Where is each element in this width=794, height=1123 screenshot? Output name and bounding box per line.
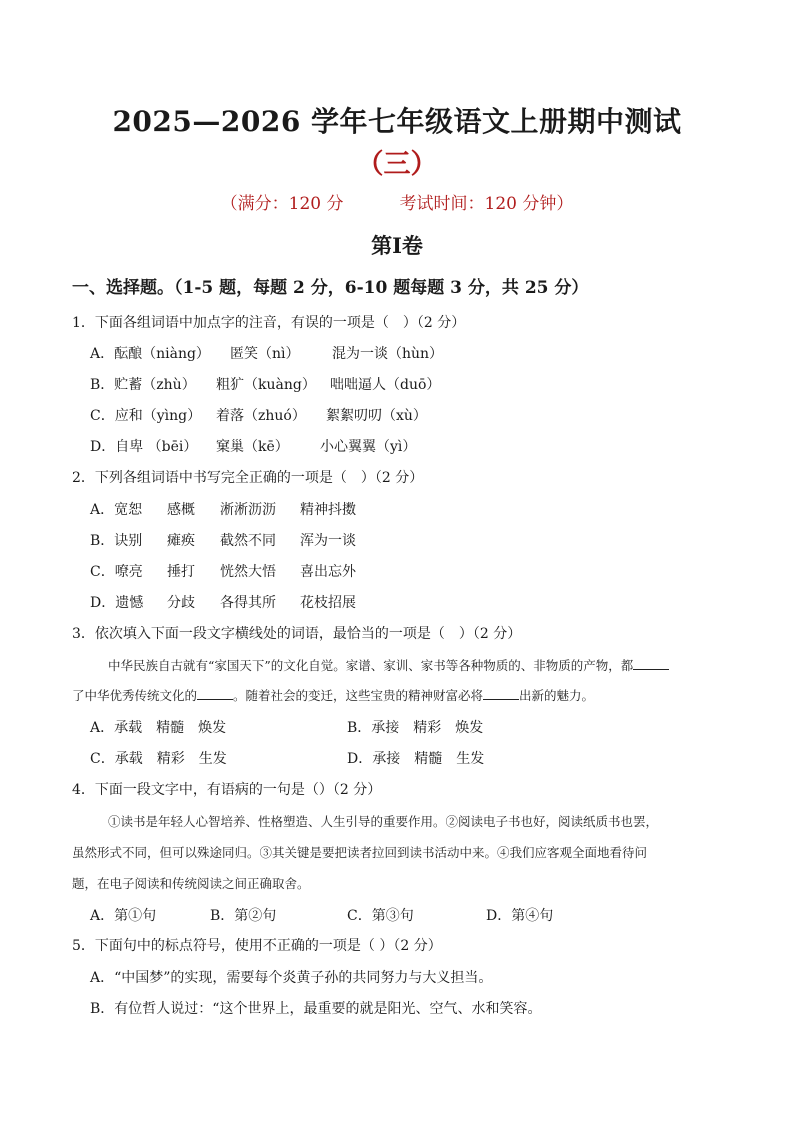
option-text: 各得其所 <box>220 595 276 611</box>
question-3-passage-line-1 <box>108 656 669 674</box>
question-1-option-c <box>90 405 427 425</box>
passage-text: 出新的魅力。 <box>519 688 595 703</box>
exam-time: 考试时间：120 分钟） <box>399 194 574 214</box>
exam-title: 2025—2026 学年七年级语文上册期中测试 <box>112 105 682 138</box>
question-3-option-d: D．承接 精髓 生发 <box>347 751 485 767</box>
question-5-stem: 5．下面句中的标点符号，使用不正确的一项是（ ）（2 分） <box>72 938 442 954</box>
full-score: （满分：120 分 <box>220 194 344 214</box>
question-4-passage-line-1: ①读书是年轻人心智培养、性格塑造、人生引导的重要作用。②阅读电子书也好，阅读纸质书也罢， <box>108 814 659 829</box>
question-4-option-a: A．第①句 <box>90 908 157 924</box>
question-3-option-c: C．承载 精彩 生发 <box>90 751 227 767</box>
option-text: 粗犷（kuàng） <box>216 377 316 393</box>
question-2-option-a <box>90 499 356 519</box>
option-text: 喜出忘外 <box>300 564 356 580</box>
question-1-option-d <box>90 436 416 456</box>
volume-heading: 第Ⅰ卷 <box>371 233 423 258</box>
option-text: C．应和（yìng） <box>90 408 202 424</box>
option-text: 窠巢（kē） <box>216 439 289 455</box>
question-4-stem: 4．下面一段文字中，有语病的一句是（）（2 分） <box>72 782 382 798</box>
option-text: D．遗憾 <box>90 595 144 611</box>
option-text: 絮絮叨叨（xù） <box>326 408 427 424</box>
question-5-option-b: B．有位哲人说过：“这个世界上，最重要的就是阳光、空气、水和笑容。 <box>90 1001 542 1017</box>
question-2-option-c <box>90 561 356 581</box>
fill-blank <box>483 689 519 700</box>
passage-text: 。随着社会的变迁，这些宝贵的精神财富必将 <box>233 688 484 703</box>
passage-text: 了中华优秀传统文化的 <box>72 688 198 703</box>
question-1-stem: 1．下面各组词语中加点字的注音，有误的一项是（ ）（2 分） <box>72 315 466 331</box>
question-3-passage-line-2 <box>72 686 594 704</box>
section-heading: 一、选择题。（1-5 题，每题 2 分，6-10 题每题 3 分，共 25 分） <box>72 278 589 298</box>
question-4-option-d: D．第④句 <box>486 908 554 924</box>
question-1-option-b <box>90 374 440 394</box>
option-text: B．贮蓄（zhù） <box>90 377 196 393</box>
question-3-option-b: B．承接 精彩 焕发 <box>347 720 484 736</box>
option-text: 着落（zhuó） <box>216 408 306 424</box>
option-text: D．自卑 （bēi） <box>90 439 198 455</box>
option-text: 分歧 <box>167 595 195 611</box>
option-text: 截然不同 <box>220 533 276 549</box>
option-text: 瘫痪 <box>167 533 195 549</box>
question-4-passage-line-2: 虽然形式不同，但可以殊途同归。③其关键是要把读者拉回到读书活动中来。④我们应客观全面地看待问 <box>72 845 648 860</box>
option-text: 匿笑（nì） <box>230 346 300 362</box>
fill-blank <box>633 659 669 670</box>
question-4-option-b: B．第②句 <box>210 908 277 924</box>
question-2-option-d <box>90 592 356 612</box>
question-3-stem: 3．依次填入下面一段文字横线处的词语，最恰当的一项是（ ）（2 分） <box>72 626 522 642</box>
option-text: 小心翼翼（yì） <box>320 439 417 455</box>
option-text: 淅淅沥沥 <box>220 502 276 518</box>
option-text: 混为一谈（hùn） <box>332 346 444 362</box>
option-text: 恍然大悟 <box>220 564 276 580</box>
option-text: 咄咄逼人（duō） <box>330 377 441 393</box>
question-5-option-a: A．“中国梦”的实现，需要每个炎黄子孙的共同努力与大义担当。 <box>90 970 493 986</box>
question-1-option-a <box>90 343 443 363</box>
option-text: A．酝酿（niàng） <box>90 346 210 362</box>
fill-blank <box>197 689 233 700</box>
option-text: C．嘹亮 <box>90 564 143 580</box>
option-text: 花枝招展 <box>300 595 356 611</box>
question-2-option-b <box>90 530 356 550</box>
exam-subtitle: （三） <box>356 149 438 180</box>
option-text: 感概 <box>167 502 195 518</box>
option-text: 捶打 <box>167 564 195 580</box>
question-2-stem: 2．下列各组词语中书写完全正确的一项是（ ）（2 分） <box>72 470 424 486</box>
option-text: A．宽恕 <box>90 502 143 518</box>
passage-text: 中华民族自古就有“家国天下”的文化自觉。家谱、家训、家书等各种物质的、非物质的产物，都 <box>108 658 634 673</box>
option-text: B．诀别 <box>90 533 143 549</box>
option-text: 浑为一谈 <box>300 533 356 549</box>
exam-meta <box>0 189 794 214</box>
option-text: 精神抖擞 <box>300 502 356 518</box>
question-4-passage-line-3: 题，在电子阅读和传统阅读之间正确取舍。 <box>72 876 310 891</box>
question-4-option-c: C．第③句 <box>347 908 414 924</box>
question-3-option-a: A．承载 精髓 焕发 <box>90 720 227 736</box>
